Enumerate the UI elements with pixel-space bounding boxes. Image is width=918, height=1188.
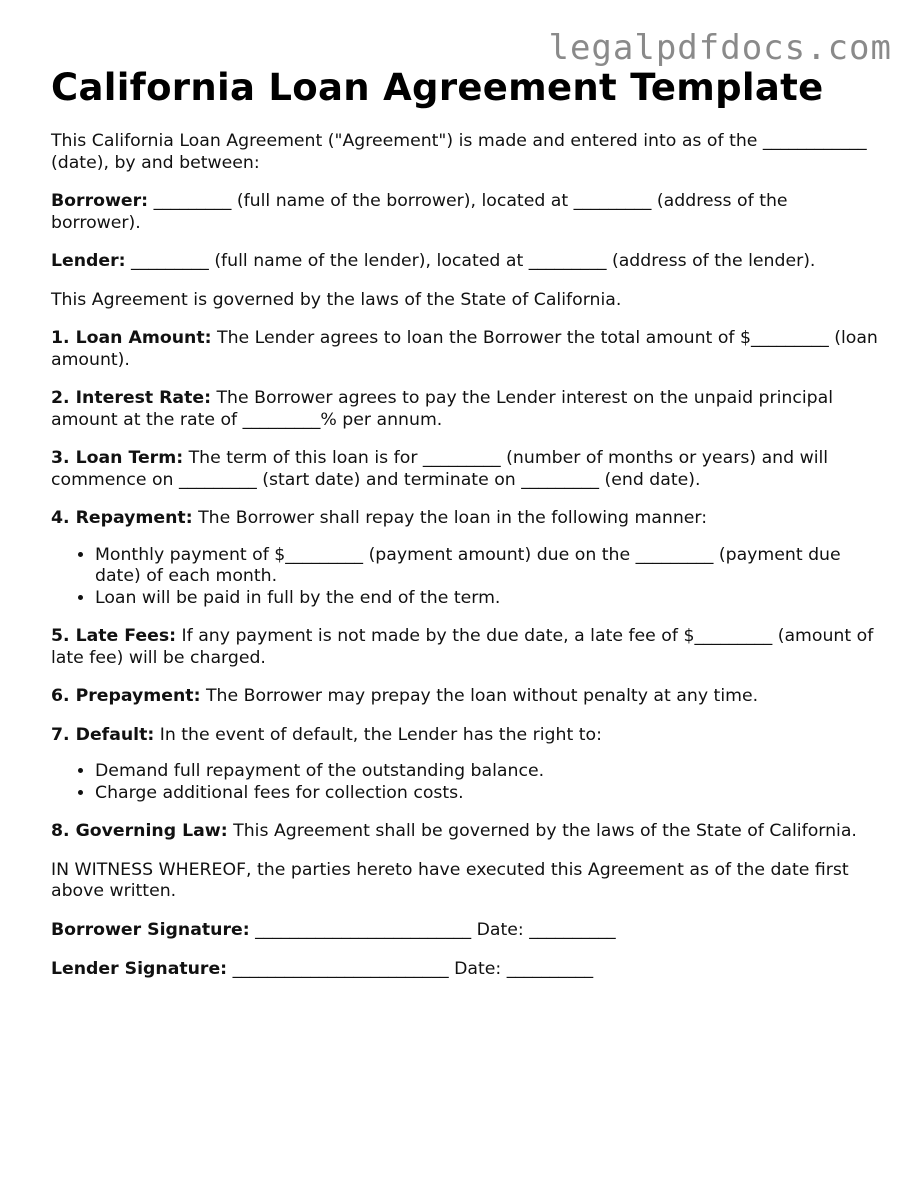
section-default: [51, 725, 881, 747]
section-governing-law: [51, 821, 881, 843]
governed-paragraph: This Agreement is governed by the laws of the State of California.: [51, 289, 622, 310]
signature-blank: _________________________ Date: __________: [249, 919, 616, 940]
lender-signature-line: [51, 959, 881, 981]
section-text: The Lender agrees to loan the Borrower the total amount of $_________ (loan amount).: [51, 328, 878, 370]
section-label: 6. Prepayment:: [51, 686, 201, 706]
witness-paragraph: IN WITNESS WHEREOF, the parties hereto have executed this Agreement as of the date first above written.: [51, 859, 849, 901]
section-loan-term: [51, 448, 881, 491]
lender-paragraph: [51, 251, 881, 273]
section-label: 4. Repayment:: [51, 508, 193, 528]
section-text: The Borrower shall repay the loan in the following manner:: [192, 508, 708, 528]
section-label: 8. Governing Law:: [51, 821, 228, 841]
signature-label: Lender Signature:: [51, 959, 228, 979]
section-text: The term of this loan is for _________ (number of months or years) and will commence on _________ (start date) and terminate on _________ (end date).: [51, 448, 829, 490]
document-body: [51, 66, 881, 999]
section-label: 7. Default:: [51, 724, 155, 745]
default-list: [51, 761, 881, 804]
watermark: legalpdfdocs.com: [548, 28, 892, 68]
lender-text: _________ (full name of the lender), located at _________ (address of the lender).: [125, 251, 816, 271]
section-label: 3. Loan Term:: [51, 448, 184, 468]
list-item: • Loan will be paid in full by the end of the term.: [95, 588, 881, 610]
list-item: • Demand full repayment of the outstanding balance.: [95, 761, 881, 783]
section-label: 5. Late Fees:: [51, 626, 177, 646]
section-label: 1. Loan Amount:: [51, 328, 212, 348]
section-label: 2. Interest Rate:: [51, 388, 211, 408]
section-text: The Borrower agrees to pay the Lender interest on the unpaid principal amount at the rate of _________% per annum.: [51, 388, 834, 430]
section-loan-amount: [51, 328, 881, 371]
list-item: • Charge additional fees for collection costs.: [95, 783, 881, 805]
lender-label: Lender:: [51, 251, 126, 271]
borrower-signature-line: [51, 920, 881, 942]
section-text: This Agreement shall be governed by the laws of the State of California.: [227, 821, 857, 841]
section-interest-rate: [51, 388, 881, 431]
borrower-paragraph: [51, 191, 881, 234]
borrower-text: _________ (full name of the borrower), located at _________ (address of the borrower).: [51, 191, 788, 233]
section-text: If any payment is not made by the due date, a late fee of $_________ (amount of late fee) will be charged.: [51, 626, 874, 668]
repayment-list: [51, 545, 881, 610]
section-text: In the event of default, the Lender has the right to:: [154, 724, 602, 745]
section-text: The Borrower may prepay the loan without penalty at any time.: [200, 686, 759, 706]
borrower-label: Borrower:: [51, 191, 149, 211]
page-title: California Loan Agreement Template: [51, 66, 824, 109]
section-prepayment: [51, 686, 881, 708]
list-item: • Monthly payment of $_________ (payment amount) due on the _________ (payment due date) of each month.: [95, 545, 881, 588]
signature-label: Borrower Signature:: [51, 919, 250, 940]
section-repayment: [51, 508, 881, 530]
section-late-fees: [51, 626, 881, 669]
intro-paragraph: This California Loan Agreement ("Agreement") is made and entered into as of the ____________ (date), by and between:: [51, 131, 867, 173]
signature-blank: _________________________ Date: __________: [227, 959, 594, 979]
